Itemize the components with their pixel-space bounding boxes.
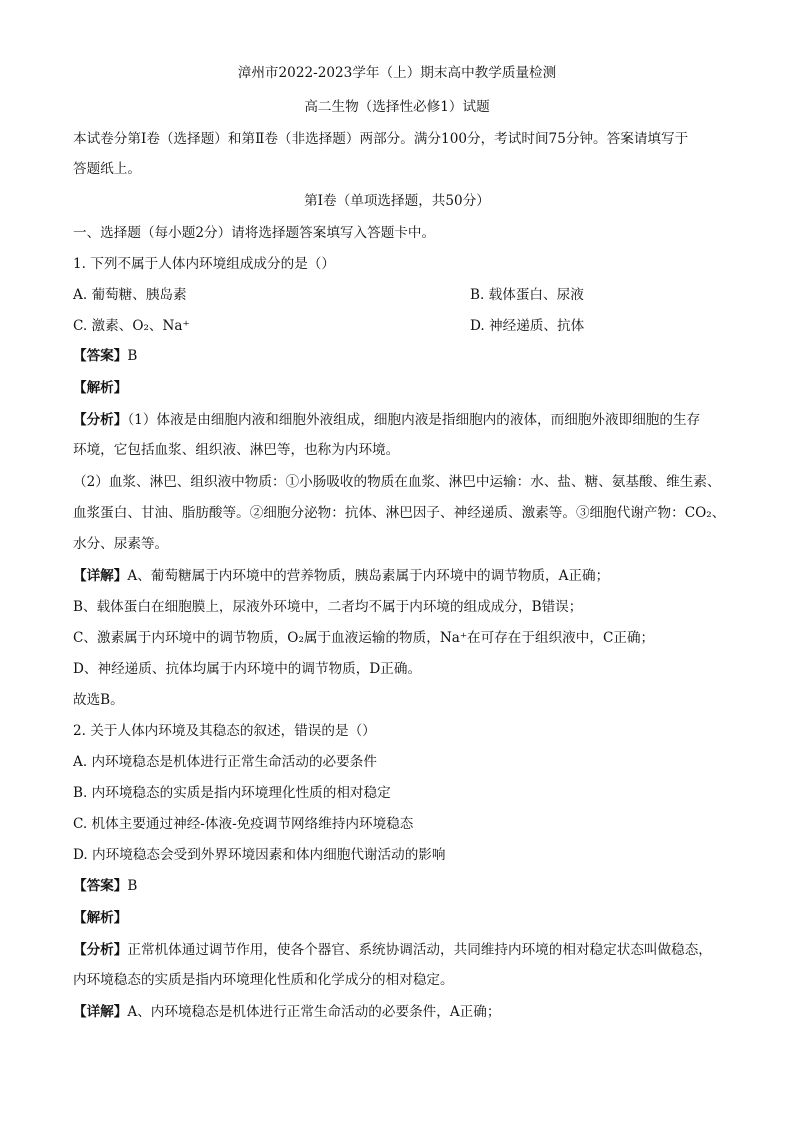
fenxi-text: （1）体液是由细胞内液和细胞外液组成，细胞内液是指细胞内的液体，而细胞外液即细胞的生存 [127,412,701,428]
q1-xiangjie-b: B、载体蛋白在细胞膜上，尿液外环境中，二者均不属于内环境的组成成分，B错误； [73,599,583,615]
section-title: 第Ⅰ卷（单项选择题，共50分） [304,193,490,209]
q1-fenxi-2: 环境，它包括血浆、组织液、淋巴等，也称为内环境。 [73,442,400,458]
q1-options-row-2 [73,316,721,336]
q1-option-a: A. 葡萄糖、胰岛素 [73,287,187,303]
q1-option-c: C. 激素、O₂、Na⁺ [73,318,190,334]
document-title: 漳州市2022-2023学年（上）期末高中教学质量检测 [237,65,557,81]
document-subtitle: 高二生物（选择性必修1）试题 [304,99,490,115]
q1-xiangjie-a [73,566,721,586]
xiangjie-text: A、内环境稳态是机体进行正常生命活动的必要条件，A正确； [127,1004,501,1020]
fenxi-text: 正常机体通过调节作用，使各个器官、系统协调活动，共同维持内环境的相对稳定状态叫做稳态， [127,942,712,958]
answer-value: B [127,878,138,894]
q1-conclusion: 故选B。 [73,692,124,708]
q2-xiangjie-a [73,1002,721,1022]
answer-value: B [127,348,138,364]
answer-tag: 【答案】 [73,348,128,364]
q1-option-d: D. 神经递质、抗体 [470,318,585,334]
intro-line-2: 答题纸上。 [73,161,141,177]
q1-answer [73,346,721,366]
q1-xiangjie-d: D、神经递质、抗体均属于内环境中的调节物质，D正确。 [73,661,422,677]
q2-jiexi-tag: 【解析】 [73,910,128,926]
q2-option-b: B. 内环境稳态的实质是指内环境理化性质的相对稳定 [73,785,391,801]
q2-option-d: D. 内环境稳态会受到外界环境因素和体内细胞代谢活动的影响 [73,847,446,863]
q2-fenxi-2: 内环境稳态的实质是指内环境理化性质和化学成分的相对稳定。 [73,972,454,988]
q1-fenxi-5: 水分、尿素等。 [73,536,169,552]
q1-xiangjie-c: C、激素属于内环境中的调节物质，O₂属于血液运输的物质，Na⁺在可存在于组织液中，C正确； [73,630,655,646]
q2-fenxi-1 [73,940,721,960]
q1-options-row-1 [73,285,721,305]
q2-option-c: C. 机体主要通过神经-体液-免疫调节网络维持内环境稳态 [73,816,414,832]
q1-fenxi-1 [73,410,721,430]
q1-stem: 1. 下列不属于人体内环境组成成分的是（） [73,256,335,272]
q1-fenxi-3: （2）血浆、淋巴、组织液中物质：①小肠吸收的物质在血浆、淋巴中运输：水、盐、糖、氨基酸、维生素、 [73,474,721,490]
xiangjie-tag: 【详解】 [73,1004,128,1020]
fenxi-tag: 【分析】 [73,412,128,428]
intro-line-1: 本试卷分第Ⅰ卷（选择题）和第Ⅱ卷（非选择题）两部分。满分100分，考试时间75分钟。答案请填写于 [73,131,689,147]
section-instruction: 一、选择题（每小题2分）请将选择题答案填写入答题卡中。 [73,225,436,241]
q1-fenxi-4: 血浆蛋白、甘油、脂肪酸等。②细胞分泌物：抗体、淋巴因子、神经递质、激素等。③细胞代谢产物：CO₂、 [73,505,726,521]
q1-jiexi-tag: 【解析】 [73,380,128,396]
answer-tag: 【答案】 [73,878,128,894]
q2-answer [73,876,721,896]
xiangjie-text: A、葡萄糖属于内环境中的营养物质，胰岛素属于内环境中的调节物质，A正确； [127,568,610,584]
q2-option-a: A. 内环境稳态是机体进行正常生命活动的必要条件 [73,754,377,770]
xiangjie-tag: 【详解】 [73,568,128,584]
q1-option-b: B. 载体蛋白、尿液 [470,287,584,303]
fenxi-tag: 【分析】 [73,942,128,958]
q2-stem: 2. 关于人体内环境及其稳态的叙述，错误的是（） [73,723,376,739]
